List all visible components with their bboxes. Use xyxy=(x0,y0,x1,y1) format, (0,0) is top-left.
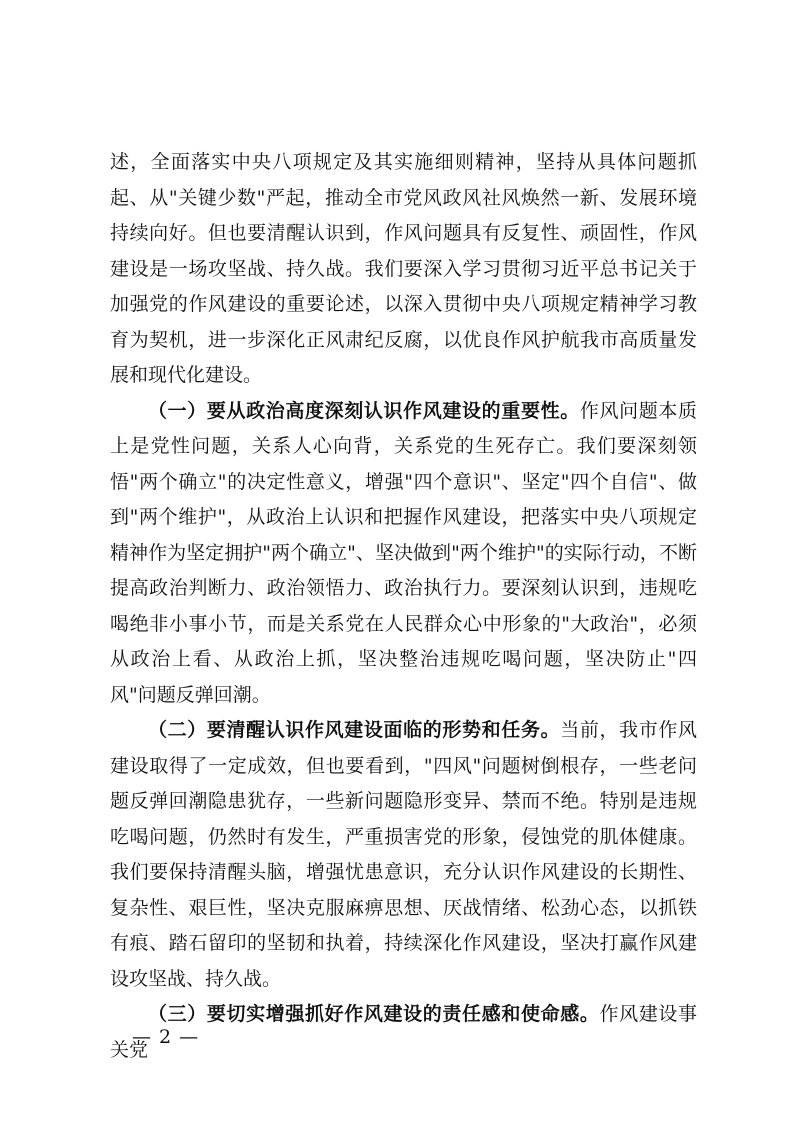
paragraph-text: 述，全面落实中央八项规定及其实施细则精神，坚持从具体问题抓起、从"关键少数"严起，推动全市党风政风社风焕然一新、发展环境持续向好。但也要清醒认识到，作风问题具有反复性、顽固性，作风建设是一场攻坚战、持久战。我们要深入学习贯彻习近平总书记关于加强党的作风建设的重要论述，以深入贯彻中央八项规定精神学习教育为契机，进一步深化正风肃纪反腐，以优良作风护航我市高质量发展和现代化建设。 xyxy=(110,151,697,386)
paragraph-text: 作风建设事关党 xyxy=(110,1003,697,1061)
paragraph-section-1 xyxy=(110,394,697,714)
section-heading: （二）要清醒认识作风建设面临的形势和任务。 xyxy=(148,719,561,741)
document-body xyxy=(110,145,697,1068)
section-heading: （一）要从政治高度深刻认识作风建设的重要性。 xyxy=(148,399,580,422)
section-heading: （三）要切实增强抓好作风建设的责任感和使命感。 xyxy=(148,1003,600,1025)
paragraph-text: 当前，我市作风建设取得了一定成效，但也要看到，"四风"问题树倒根存，一些老问题反弹回潮隐患犹存，一些新问题隐形变异、禁而不绝。特别是违规吃喝问题，仍然时有发生，严重损害党的形象，侵蚀党的肌体健康。我们要保持清醒头脑，增强忧患意识，充分认识作风建设的长期性、复杂性、艰巨性，坚决克服麻痹思想、厌战情绪、松劲心态，以抓铁有痕、踏石留印的坚韧和执着，持续深化作风建设，坚决打赢作风建设攻坚战、持久战。 xyxy=(110,719,697,990)
page-number: — 2 — xyxy=(132,1026,200,1048)
paragraph-intro xyxy=(110,145,697,394)
paragraph-text: 作风问题本质上是党性问题，关系人心向背，关系党的生死存亡。我们要深刻领悟"两个确立"的决定性意义，增强"四个意识"、坚定"四个自信"、做到"两个维护"，从政治上认识和把握作风建设，把落实中央八项规定精神作为坚定拥护"两个确立"、坚决做到"两个维护"的实际行动，不断提高政治判断力、政治领悟力、政治执行力。要深刻认识到，违规吃喝绝非小事小节，而是关系党在人民群众心中形象的"大政治"，必须从政治上看、从政治上抓，坚决整治违规吃喝问题，坚决防止"四风"问题反弹回潮。 xyxy=(110,399,697,706)
paragraph-section-2 xyxy=(110,713,697,997)
